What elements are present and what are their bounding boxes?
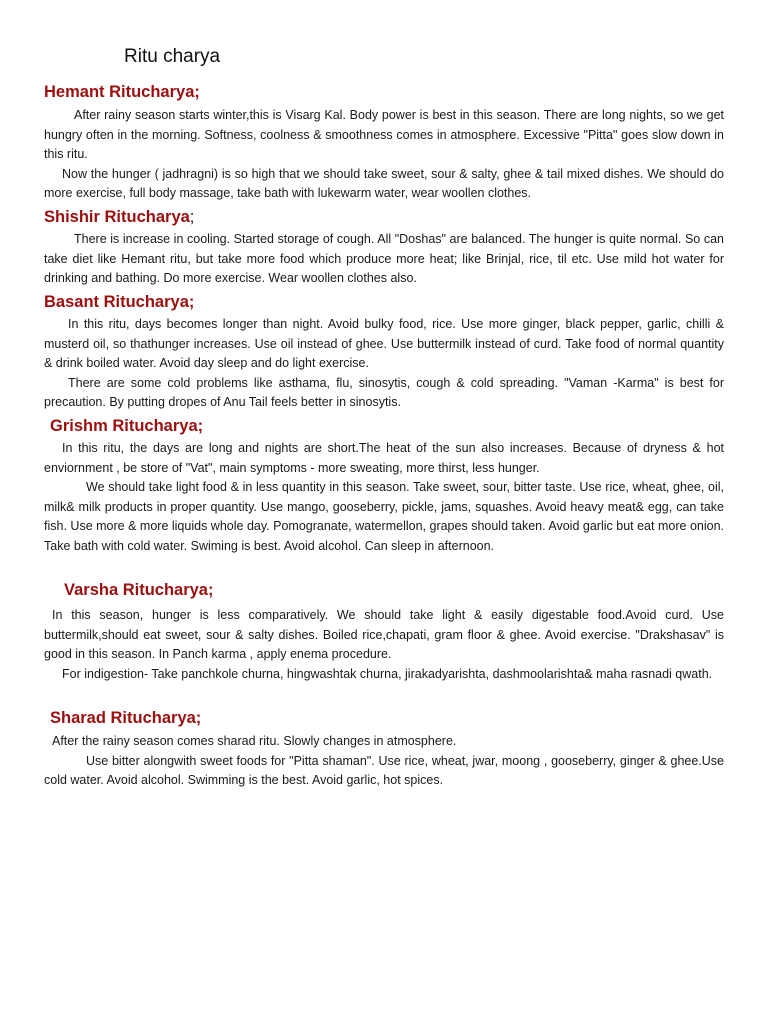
paragraph-varsha-2: For indigestion- Take panchkole churna, hingwashtak churna, jirakadyarishta, dashmoolarishta& maha rasnadi qwath. xyxy=(62,666,713,681)
section-heading-grishm: Grishm Ritucharya; xyxy=(50,417,204,435)
paragraph-sharad-2: Use bitter alongwith sweet foods for "Pitta shaman". Use rice, wheat, jwar, moong , gooseberry, ginger & ghee.Use cold water. Avoid alcohol. Swimming is the best. Avoid garlic, hot spices. xyxy=(44,753,724,787)
section-heading-shishir-text: Shishir Ritucharya xyxy=(44,208,190,226)
paragraph-basant-2: There are some cold problems like asthama, flu, sinosytis, cough & cold spreading. "Vaman -Karma" is best for precaution. By putting dropes of Anu Tail feels better in sinosytis. xyxy=(44,375,724,409)
section-shishir xyxy=(44,207,724,289)
section-grishm xyxy=(44,416,724,556)
section-heading-shishir xyxy=(44,207,724,227)
paragraph-basant-1: In this ritu, days becomes longer than night. Avoid bulky food, rice. Use more ginger, black pepper, garlic, chilli & musterd oil, so thathunger increases. Use oil instead of ghee. Use buttermilk instead of curd. Take food of normal quantity & drink boiled water. Avoid day sleep and do light exercise. xyxy=(44,317,724,370)
section-basant xyxy=(44,292,724,413)
paragraph-hemant-2: Now the hunger ( jadhragni) is so high that we should take sweet, sour & salty, ghee & tail mixed dishes. We should do more exercise, full body massage, take bath with lukewarm water, wear woollen clothes. xyxy=(44,166,724,200)
section-heading-varsha: Varsha Ritucharya; xyxy=(64,581,214,599)
section-heading-basant: Basant Ritucharya; xyxy=(44,293,195,311)
paragraph-varsha-1: In this season, hunger is less comparatively. We should take light & easily digestable food.Avoid curd. Use buttermilk,should eat sweet, sour & salty dishes. Boiled rice,chapati, gram floor & ghee. Avoid exercise. "Drakshasav" is good in this season. In Panch karma , apply enema procedure. xyxy=(44,608,724,661)
document-title: Ritu charya xyxy=(124,46,221,67)
paragraph-grishm-2: We should take light food & in less quantity in this season. Take sweet, sour, bitter taste. Use rice, wheat, ghee, oil, milk& milk products in proper quantity. Use mango, gooseberry, pickle, jams, squashes. Avoid heavy meat& egg, can take fish. Use more & more liquids whole day. Pomogranate, watermellon, grapes should taken. Avoid garlic but eat more onion. Take bath with cold water. Swiming is best. Avoid alcohol. Can sleep in afternoon. xyxy=(44,480,724,553)
paragraph-grishm-1: In this ritu, the days are long and nights are short.The heat of the sun also increases. Because of dryness & hot enviornment , be store of "Vat", main symptoms - more sweating, more thirst, less hunger. xyxy=(44,441,724,475)
paragraph-shishir-1: There is increase in cooling. Started storage of cough. All "Doshas" are balanced. The hunger is quite normal. So can take diet like Hemant ritu, but take more food which produce more heat; like Brinjal, rice, til etc. Use mild hot water for drinking and bathing. Do more exercise. Wear woollen clothes also. xyxy=(44,232,724,285)
section-varsha xyxy=(44,580,724,684)
section-heading-sharad: Sharad Ritucharya; xyxy=(50,709,202,727)
paragraph-hemant-1: After rainy season starts winter,this is Visarg Kal. Body power is best in this season. There are long nights, so we get hungry often in the morning. Softness, coolness & smoothness comes in atmosphere. Excessive "Pitta" goes slow down in this ritu. xyxy=(44,108,724,161)
paragraph-sharad-1: After the rainy season comes sharad ritu. Slowly changes in atmosphere. xyxy=(52,734,457,748)
section-heading-hemant: Hemant Ritucharya; xyxy=(44,83,200,101)
section-hemant xyxy=(44,82,724,204)
section-sharad xyxy=(44,708,724,791)
section-heading-shishir-suffix: ; xyxy=(189,208,195,226)
